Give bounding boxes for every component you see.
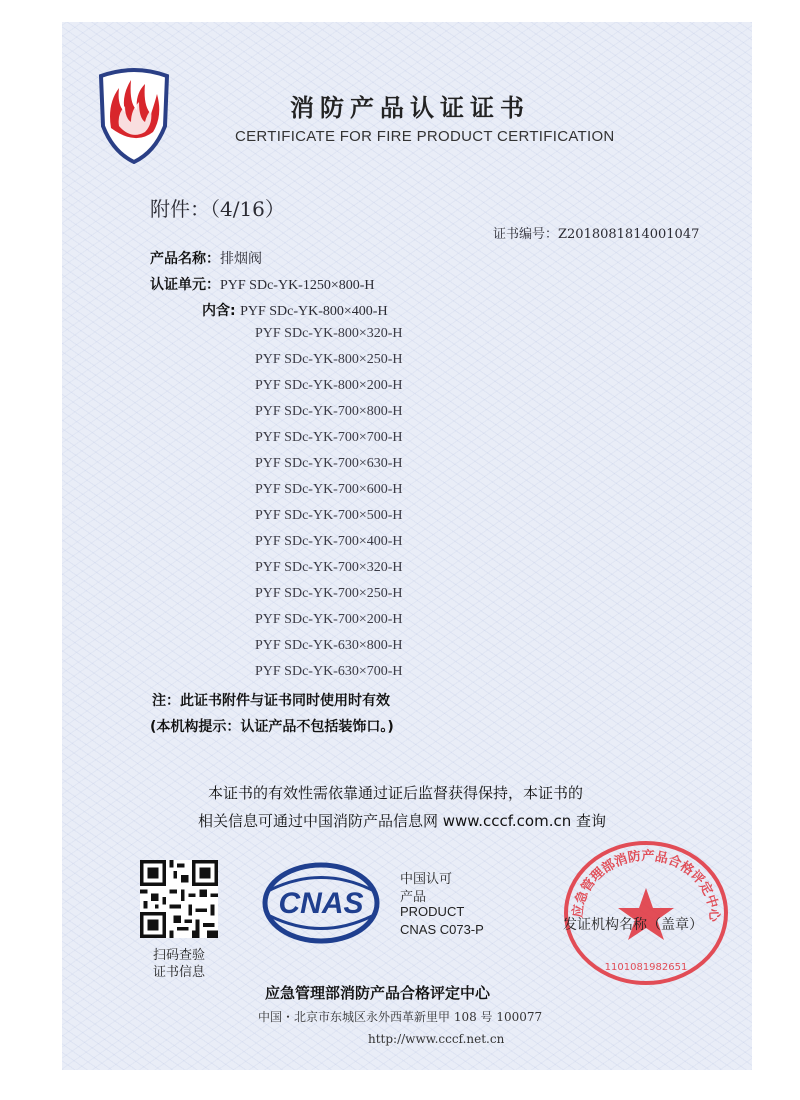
qr-caption-1: 扫码查验 <box>153 948 206 963</box>
cnas-logo <box>262 860 380 946</box>
model-item: PYF SDc-YK-630×800-H <box>255 638 403 653</box>
model-item: PYF SDc-YK-700×320-H <box>255 560 403 575</box>
includes-first-model: PYF SDc-YK-800×400-H <box>240 304 388 319</box>
cert-unit-value: PYF SDc-YK-1250×800-H <box>220 278 375 293</box>
title-english: CERTIFICATE FOR FIRE PRODUCT CERTIFICATION <box>235 128 615 145</box>
model-item: PYF SDc-YK-700×600-H <box>255 482 403 497</box>
official-seal <box>560 838 732 988</box>
model-item: PYF SDc-YK-800×320-H <box>255 326 403 341</box>
product-name-value: 排烟阀 <box>220 251 262 267</box>
includes-label: 内含: <box>202 303 236 319</box>
certificate-number: 证书编号：Z2018081814001047 <box>493 227 700 242</box>
fire-shield-logo <box>95 66 173 164</box>
model-item: PYF SDc-YK-700×200-H <box>255 612 403 627</box>
product-name-row <box>150 248 262 268</box>
note-validity: 注：此证书附件与证书同时使用时有效 <box>152 693 390 709</box>
model-item: PYF SDc-YK-630×700-H <box>255 664 403 679</box>
issuing-center-name: 应急管理部消防产品合格评定中心 <box>265 984 491 1002</box>
model-item: PYF SDc-YK-700×700-H <box>255 430 403 445</box>
model-item: PYF SDc-YK-800×250-H <box>255 352 403 367</box>
seal-number: 1101081982651 <box>604 962 688 973</box>
cnas-line-4: CNAS C073-P <box>400 922 484 937</box>
note-institution-tip: (本机构提示：认证产品不包括装饰口。) <box>150 719 394 735</box>
issuer-label: 发证机构名称（盖章） <box>563 917 703 933</box>
cnas-line-1: 中国认可 <box>400 871 453 886</box>
product-name-label: 产品名称： <box>150 251 220 267</box>
cnas-line-2: 产品 <box>400 889 427 904</box>
attachment-label: 附件：（4/16） <box>150 197 285 221</box>
cnas-line-3: PRODUCT <box>400 904 465 919</box>
model-item: PYF SDc-YK-700×250-H <box>255 586 403 601</box>
validity-line-1: 本证书的有效性需依靠通过证后监督获得保持，本证书的 <box>208 784 584 802</box>
cnas-logo-text: CNAS <box>278 887 364 920</box>
model-item: PYF SDc-YK-700×630-H <box>255 456 403 471</box>
title-chinese: 消防产品认证证书 <box>290 94 530 122</box>
seal-text: 应急管理部消防产品合格评定中心 <box>570 848 722 923</box>
model-item: PYF SDc-YK-700×500-H <box>255 508 403 523</box>
model-item: PYF SDc-YK-700×800-H <box>255 404 403 419</box>
cert-unit-label: 认证单元： <box>150 277 220 293</box>
qr-code[interactable] <box>140 860 218 938</box>
model-item: PYF SDc-YK-800×200-H <box>255 378 403 393</box>
model-item: PYF SDc-YK-700×400-H <box>255 534 403 549</box>
validity-line-2: 相关信息可通过中国消防产品信息网 www.cccf.com.cn 查询 <box>198 812 606 830</box>
includes-row <box>202 300 388 320</box>
cert-unit-row <box>150 274 375 294</box>
address: 中国・北京市东城区永外西革新里甲 108 号 100077 <box>258 1010 543 1024</box>
website-link[interactable]: http://www.cccf.net.cn <box>368 1032 505 1046</box>
qr-caption-2: 证书信息 <box>153 965 206 980</box>
